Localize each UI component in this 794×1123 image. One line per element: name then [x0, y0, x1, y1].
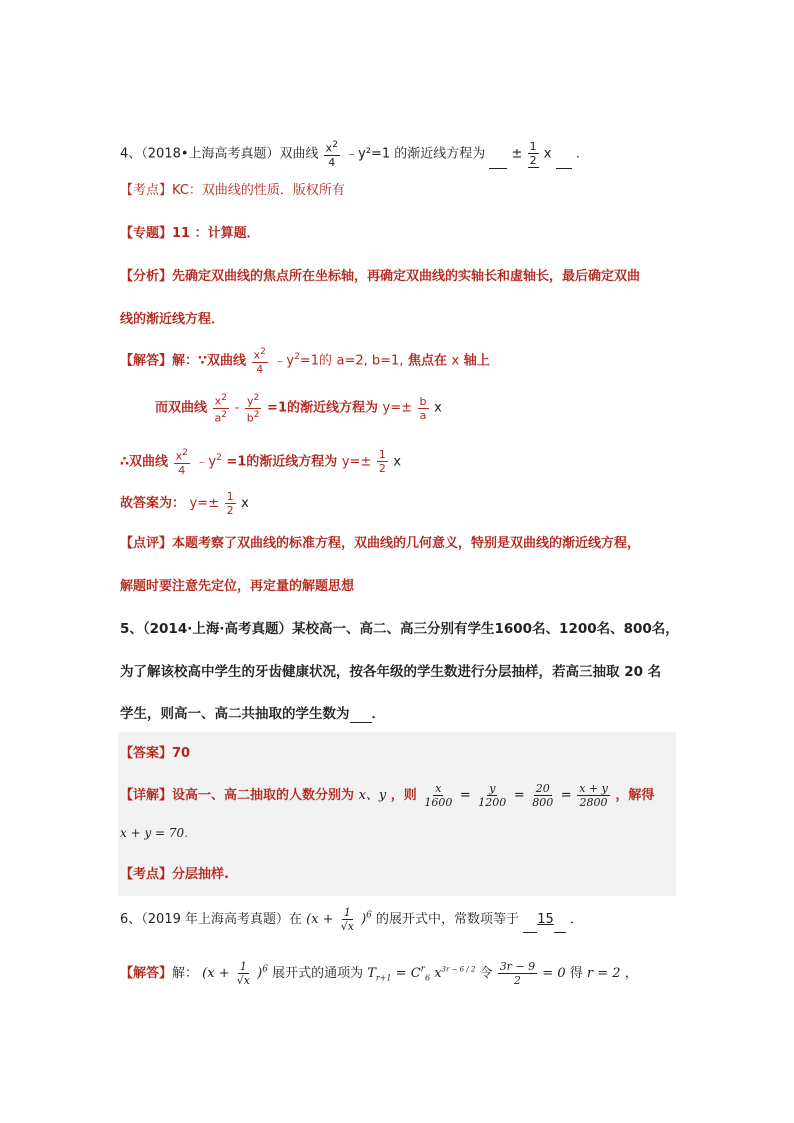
q5-result-line: x + y = 70. — [120, 826, 189, 840]
q4-answer-blank — [489, 154, 507, 169]
q5-answer-line: 【答案】70 — [120, 746, 191, 761]
solution-line-2: 而双曲线 $\frac{x^2}{a^2}$ - $\frac{y^2}{b^2}$ =1的渐近线方程为 y=± $\frac{b}{a}$ x — [155, 393, 442, 425]
q6-line: 6、（2019 年上海高考真题）在 (x + $\frac{1}{√x}$ )$^6$ 的展开式中，常数项等于 15 ． — [120, 906, 583, 933]
q4-line: 4、（2018•上海高考真题）双曲线 $\frac{x^2}{4}$ ﹣y²=1 的渐近线方程为 ± $\frac{1}{2}$ x . — [120, 139, 580, 169]
q4-answer-fraction: $\frac{1}{2}$ — [529, 139, 537, 167]
q5-line-3: 学生，则高一、高二共抽取的学生数为 ． — [120, 706, 385, 722]
q5-detail-line: 【详解】设高一、高二抽取的人数分别为 x、y ，则 $\frac{x}{1600}$ = $\frac{y}{1200}$ = $\frac{20}{800}$ = $\frac{x + y}{2800}$ ，解得 — [120, 782, 655, 809]
zhuanti-line: 【专题】11 ：计算题． — [120, 226, 260, 241]
final-answer-line: 故答案为： y=± $\frac{1}{2}$ x — [120, 490, 249, 517]
fenxi-line-2: 线的渐近线方程． — [120, 312, 225, 327]
fenxi-line-1: 【分析】先确定双曲线的焦点所在坐标轴，再确定双曲线的实轴长和虚轴长，最后确定双曲 — [120, 269, 641, 284]
kaodian-line: 【考点】KC：双曲线的性质．版权所有 — [120, 183, 345, 198]
q5-line-1: 5、（2014·上海·高考真题）某校高一、高二、高三分别有学生1600名、1200名、800名， — [120, 621, 679, 637]
dianping-line-1: 【点评】本题考察了双曲线的标准方程，双曲线的几何意义，特别是双曲线的渐近线方程， — [120, 536, 641, 551]
jieda-line: 【解答】解：∵双曲线 $\frac{x^2}{4}$ $﹣y^2=1$的 a=2, b=1, 焦点在 x 轴上 — [120, 347, 490, 376]
dianping-line-2: 解题时要注意先定位，再定量的解题思想 — [120, 579, 355, 594]
q5-kaodian-line: 【考点】分层抽样. — [120, 867, 229, 882]
q6-solution-line: 【解答】解： (x + $\frac{1}{√x}$ )$^6$ 展开式的通项为 $T_{r+1} = C^r_6$ $x^{3r - 6 / 2}$ 令 $\frac{3r - 9}{2}$ = 0 得 r = 2 ， — [120, 960, 638, 987]
q5-line-2: 为了解该校高中学生的牙齿健康状况，按各年级的学生数进行分层抽样，若高三抽取 20 名 — [120, 664, 662, 680]
q4-fraction: $\frac{x^2}{4}$ — [325, 140, 338, 169]
solution-line-3: ∴双曲线 $\frac{x^2}{4}$ $﹣y^2 =1$的渐近线方程为 y=± $\frac{1}{2}$ x — [120, 448, 402, 477]
